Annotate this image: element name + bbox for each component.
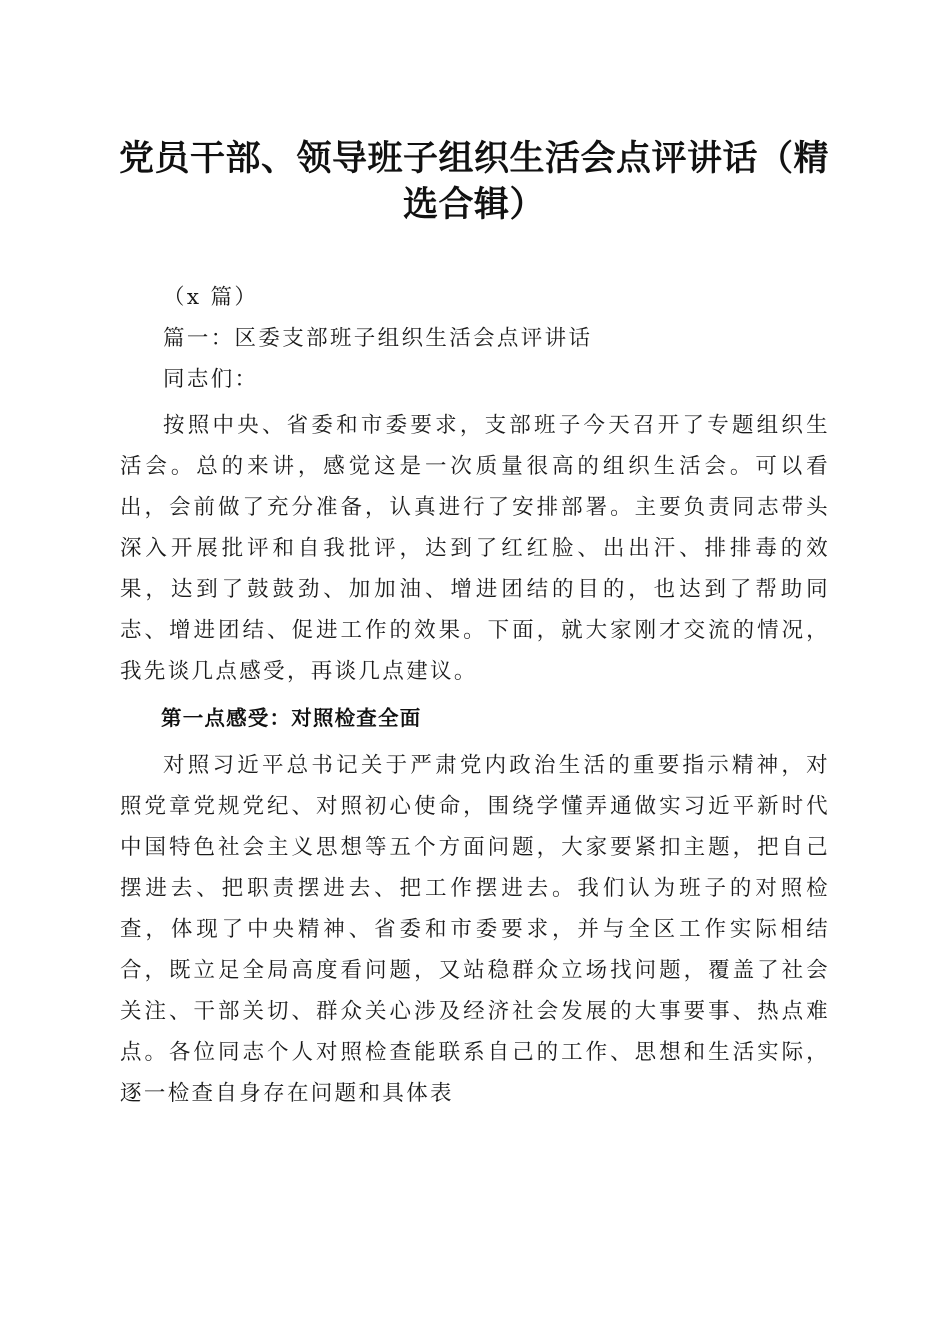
document-body [120, 277, 830, 1114]
subheading-first-impression: 第一点感受：对照检查全面 [161, 706, 422, 730]
salutation: 同志们： [163, 367, 259, 392]
body-paragraph-1: 按照中央、省委和市委要求，支部班子今天召开了专题组织生活会。总的来讲，感觉这是一次质量很高的组织生活会。可以看出，会前做了充分准备，认真进行了安排部署。主要负责同志带头深入开展批评和自我批评，达到了红红脸、出出汗、排排毒的效果，达到了鼓鼓劲、加加油、增进团结的目的，也达到了帮助同志、增进团结、促进工作的效果。下面，就大家刚才交流的情况，我先谈几点感受，再谈几点建议。 [120, 413, 830, 684]
document-title: 党员干部、领导班子组织生活会点评讲话（精选合辑） [118, 139, 829, 225]
count-note: （x 篇） [163, 285, 259, 310]
section-heading: 篇一：区委支部班子组织生活会点评讲话 [163, 326, 593, 351]
body-paragraph-2: 对照习近平总书记关于严肃党内政治生活的重要指示精神，对照党章党规党纪、对照初心使命，围绕学懂弄通做实习近平新时代中国特色社会主义思想等五个方面问题，大家要紧扣主题，把自己摆进去、把职责摆进去、把工作摆进去。我们认为班子的对照检查，体现了中央精神、省委和市委要求，并与全区工作实际相结合，既立足全局高度看问题，又站稳群众立场找问题，覆盖了社会关注、干部关切、群众关心涉及经济社会发展的大事要事、热点难点。各位同志个人对照检查能联系自己的工作、思想和生活实际，逐一检查自身存在问题和具体表 [120, 753, 830, 1106]
